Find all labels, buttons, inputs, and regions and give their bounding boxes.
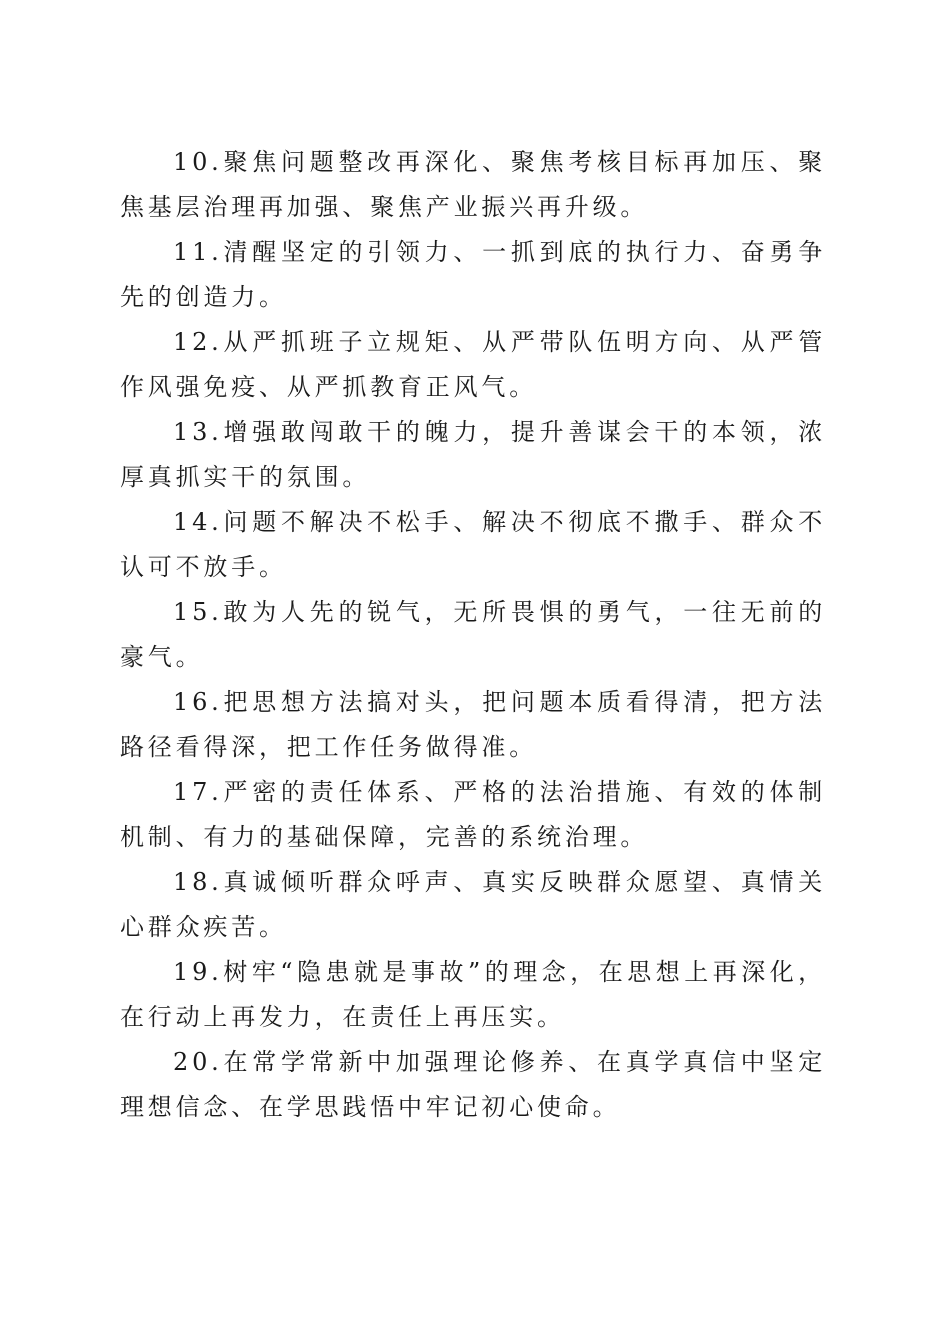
paragraph-17: 17.严密的责任体系、严格的法治措施、有效的体制机制、有力的基础保障，完善的系统治理。 (120, 778, 826, 851)
document-body (120, 140, 826, 1130)
paragraph-12: 12.从严抓班子立规矩、从严带队伍明方向、从严管作风强免疫、从严抓教育正风气。 (120, 328, 826, 401)
paragraph-19: 19.树牢“隐患就是事故”的理念，在思想上再深化，在行动上再发力，在责任上再压实。 (120, 958, 826, 1031)
paragraph-16: 16.把思想方法搞对头，把问题本质看得清，把方法路径看得深，把工作任务做得准。 (120, 688, 826, 761)
paragraph-11: 11.清醒坚定的引领力、一抓到底的执行力、奋勇争先的创造力。 (120, 238, 826, 311)
paragraph-20: 20.在常学常新中加强理论修养、在真学真信中坚定理想信念、在学思践悟中牢记初心使命。 (120, 1048, 826, 1121)
paragraph-14: 14.问题不解决不松手、解决不彻底不撒手、群众不认可不放手。 (120, 508, 826, 581)
paragraph-15: 15.敢为人先的锐气，无所畏惧的勇气，一往无前的豪气。 (120, 598, 826, 671)
paragraph-13: 13.增强敢闯敢干的魄力，提升善谋会干的本领，浓厚真抓实干的氛围。 (120, 418, 826, 491)
paragraph-10: 10.聚焦问题整改再深化、聚焦考核目标再加压、聚焦基层治理再加强、聚焦产业振兴再升级。 (120, 148, 826, 221)
paragraph-18: 18.真诚倾听群众呼声、真实反映群众愿望、真情关心群众疾苦。 (120, 868, 826, 941)
